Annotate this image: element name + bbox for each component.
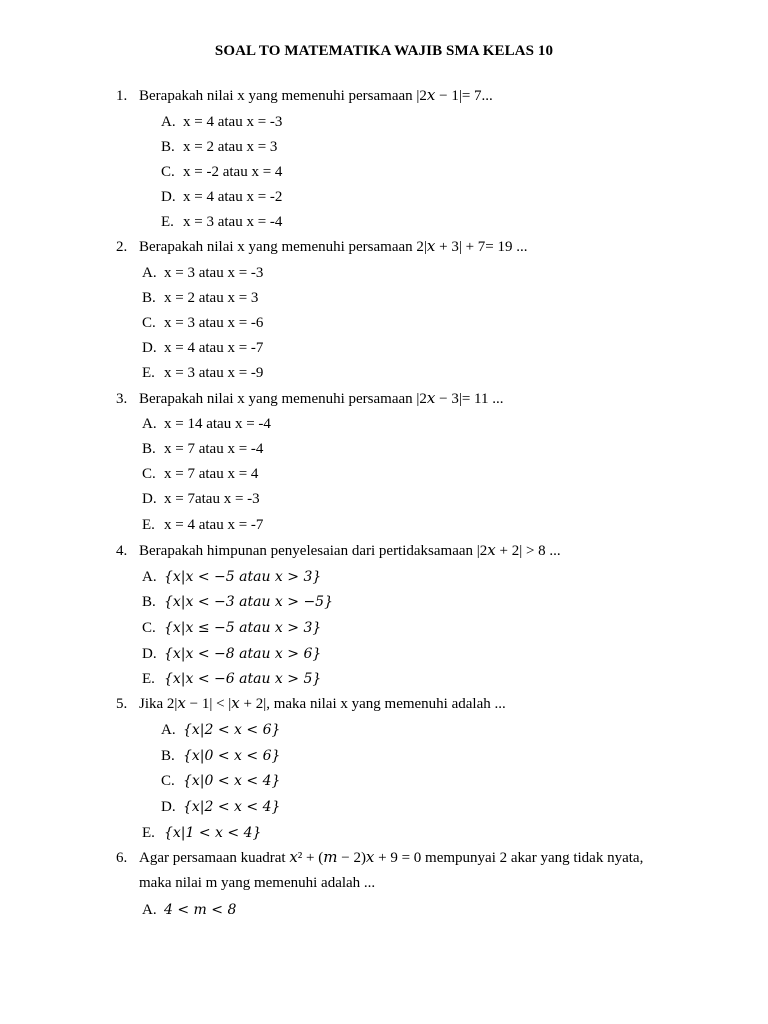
option-text: x = 3 atau x = -4 (183, 214, 283, 230)
question-text: Berapakah nilai x yang memenuhi persamaan |2𝑥 − 3|= 11 ... (139, 391, 504, 407)
option-text: {𝑥|2 < 𝑥 < 6} (183, 722, 281, 738)
option-5b (161, 746, 280, 766)
option-4d (142, 644, 321, 664)
question-text: Berapakah himpunan penyelesaian dari pertidaksamaan |2𝑥 + 2| > 8 ... (139, 543, 561, 559)
option-text: x = 3 atau x = -3 (164, 265, 264, 281)
question-6 (116, 846, 649, 896)
option-4a (142, 567, 321, 587)
option-letter: E. (142, 517, 155, 533)
option-letter: C. (142, 315, 156, 331)
option-text: {𝑥|0 < 𝑥 < 6} (183, 748, 281, 764)
option-5a (161, 720, 280, 740)
option-text: x = 7 atau x = 4 (164, 466, 259, 482)
option-text: x = 3 atau x = -9 (164, 365, 264, 381)
question-1 (116, 86, 493, 106)
option-letter: E. (142, 825, 155, 841)
option-text: x = 14 atau x = -4 (164, 416, 271, 432)
option-4b (142, 592, 333, 612)
option-3a (142, 414, 271, 434)
option-letter: D. (161, 799, 176, 815)
option-1a (161, 112, 282, 132)
option-text: {𝑥|𝑥 < −8 𝑎𝑡𝑎𝑢 𝑥 > 6} (164, 646, 322, 662)
question-text: Jika 2|𝑥 − 1| < |𝑥 + 2|, maka nilai x yang memenuhi adalah ... (139, 696, 506, 712)
option-2d (142, 338, 263, 358)
question-number: 6. (116, 850, 128, 866)
option-letter: A. (142, 416, 157, 432)
option-text: {𝑥|𝑥 ≤ −5 𝑎𝑡𝑎𝑢 𝑥 > 3} (164, 620, 322, 636)
option-4e (142, 669, 321, 689)
option-text: {𝑥|𝑥 < −5 𝑎𝑡𝑎𝑢 𝑥 > 3} (164, 569, 322, 585)
option-letter: C. (161, 773, 175, 789)
option-1b (161, 137, 277, 157)
question-text: Berapakah nilai x yang memenuhi persamaan |2𝑥 − 1|= 7... (139, 88, 493, 104)
option-3e (142, 515, 263, 535)
document-title: SOAL TO MATEMATIKA WAJIB SMA KELAS 10 (214, 43, 554, 59)
option-text: {𝑥|2 < 𝑥 < 4} (183, 799, 281, 815)
option-text: {𝑥|0 < 𝑥 < 4} (183, 773, 281, 789)
option-text: x = 2 atau x = 3 (183, 139, 278, 155)
option-text: x = 4 atau x = -7 (164, 517, 264, 533)
option-letter: A. (161, 114, 176, 130)
option-5d (161, 797, 280, 817)
option-letter: A. (142, 902, 157, 918)
option-text: x = 4 atau x = -2 (183, 189, 283, 205)
option-letter: C. (161, 164, 175, 180)
option-text: x = -2 atau x = 4 (183, 164, 283, 180)
option-1e (161, 212, 282, 232)
question-number: 1. (116, 88, 128, 104)
option-letter: E. (142, 365, 155, 381)
question-3 (116, 389, 503, 409)
question-4 (116, 541, 561, 561)
option-text: x = 7atau x = -3 (164, 491, 260, 507)
question-2 (116, 237, 528, 257)
option-3c (142, 464, 258, 484)
option-3d (142, 489, 260, 509)
option-letter: B. (161, 139, 175, 155)
option-2a (142, 263, 263, 283)
option-3b (142, 439, 263, 459)
option-5c (161, 771, 280, 791)
option-letter: A. (161, 722, 176, 738)
option-text: x = 4 atau x = -3 (183, 114, 283, 130)
option-text: x = 4 atau x = -7 (164, 340, 264, 356)
option-text: {𝑥|𝑥 < −3 𝑎𝑡𝑎𝑢 𝑥 > −5} (164, 594, 333, 610)
question-number: 4. (116, 543, 128, 559)
option-letter: A. (142, 265, 157, 281)
option-4c (142, 618, 321, 638)
option-letter: B. (142, 594, 156, 610)
option-letter: A. (142, 569, 157, 585)
option-2b (142, 288, 258, 308)
option-text: x = 3 atau x = -6 (164, 315, 264, 331)
option-text: 4 < 𝑚 < 8 (164, 902, 237, 918)
question-number: 2. (116, 239, 128, 255)
question-number: 5. (116, 696, 128, 712)
option-letter: D. (142, 491, 157, 507)
option-letter: B. (142, 441, 156, 457)
option-5e (142, 823, 261, 843)
option-letter: C. (142, 620, 156, 636)
option-letter: D. (142, 340, 157, 356)
option-text: {𝑥|1 < 𝑥 < 4} (164, 825, 262, 841)
option-letter: B. (142, 290, 156, 306)
question-text: Agar persamaan kuadrat 𝑥² + (𝑚 − 2)𝑥 + 9 = 0 mempunyai 2 akar yang tidak nyata, maka nilai m yang memenuhi adalah ... (139, 850, 644, 891)
option-6a (142, 900, 236, 920)
option-letter: E. (161, 214, 174, 230)
option-1d (161, 187, 282, 207)
option-letter: C. (142, 466, 156, 482)
question-5 (116, 694, 506, 714)
option-text: x = 7 atau x = -4 (164, 441, 264, 457)
option-letter: D. (142, 646, 157, 662)
option-2c (142, 313, 263, 333)
option-letter: D. (161, 189, 176, 205)
option-1c (161, 162, 282, 182)
option-text: x = 2 atau x = 3 (164, 290, 259, 306)
question-text: Berapakah nilai x yang memenuhi persamaan 2|𝑥 + 3| + 7= 19 ... (139, 239, 528, 255)
option-letter: E. (142, 671, 155, 687)
option-2e (142, 363, 263, 383)
option-text: {𝑥|𝑥 < −6 𝑎𝑡𝑎𝑢 𝑥 > 5} (164, 671, 322, 687)
option-letter: B. (161, 748, 175, 764)
question-number: 3. (116, 391, 128, 407)
